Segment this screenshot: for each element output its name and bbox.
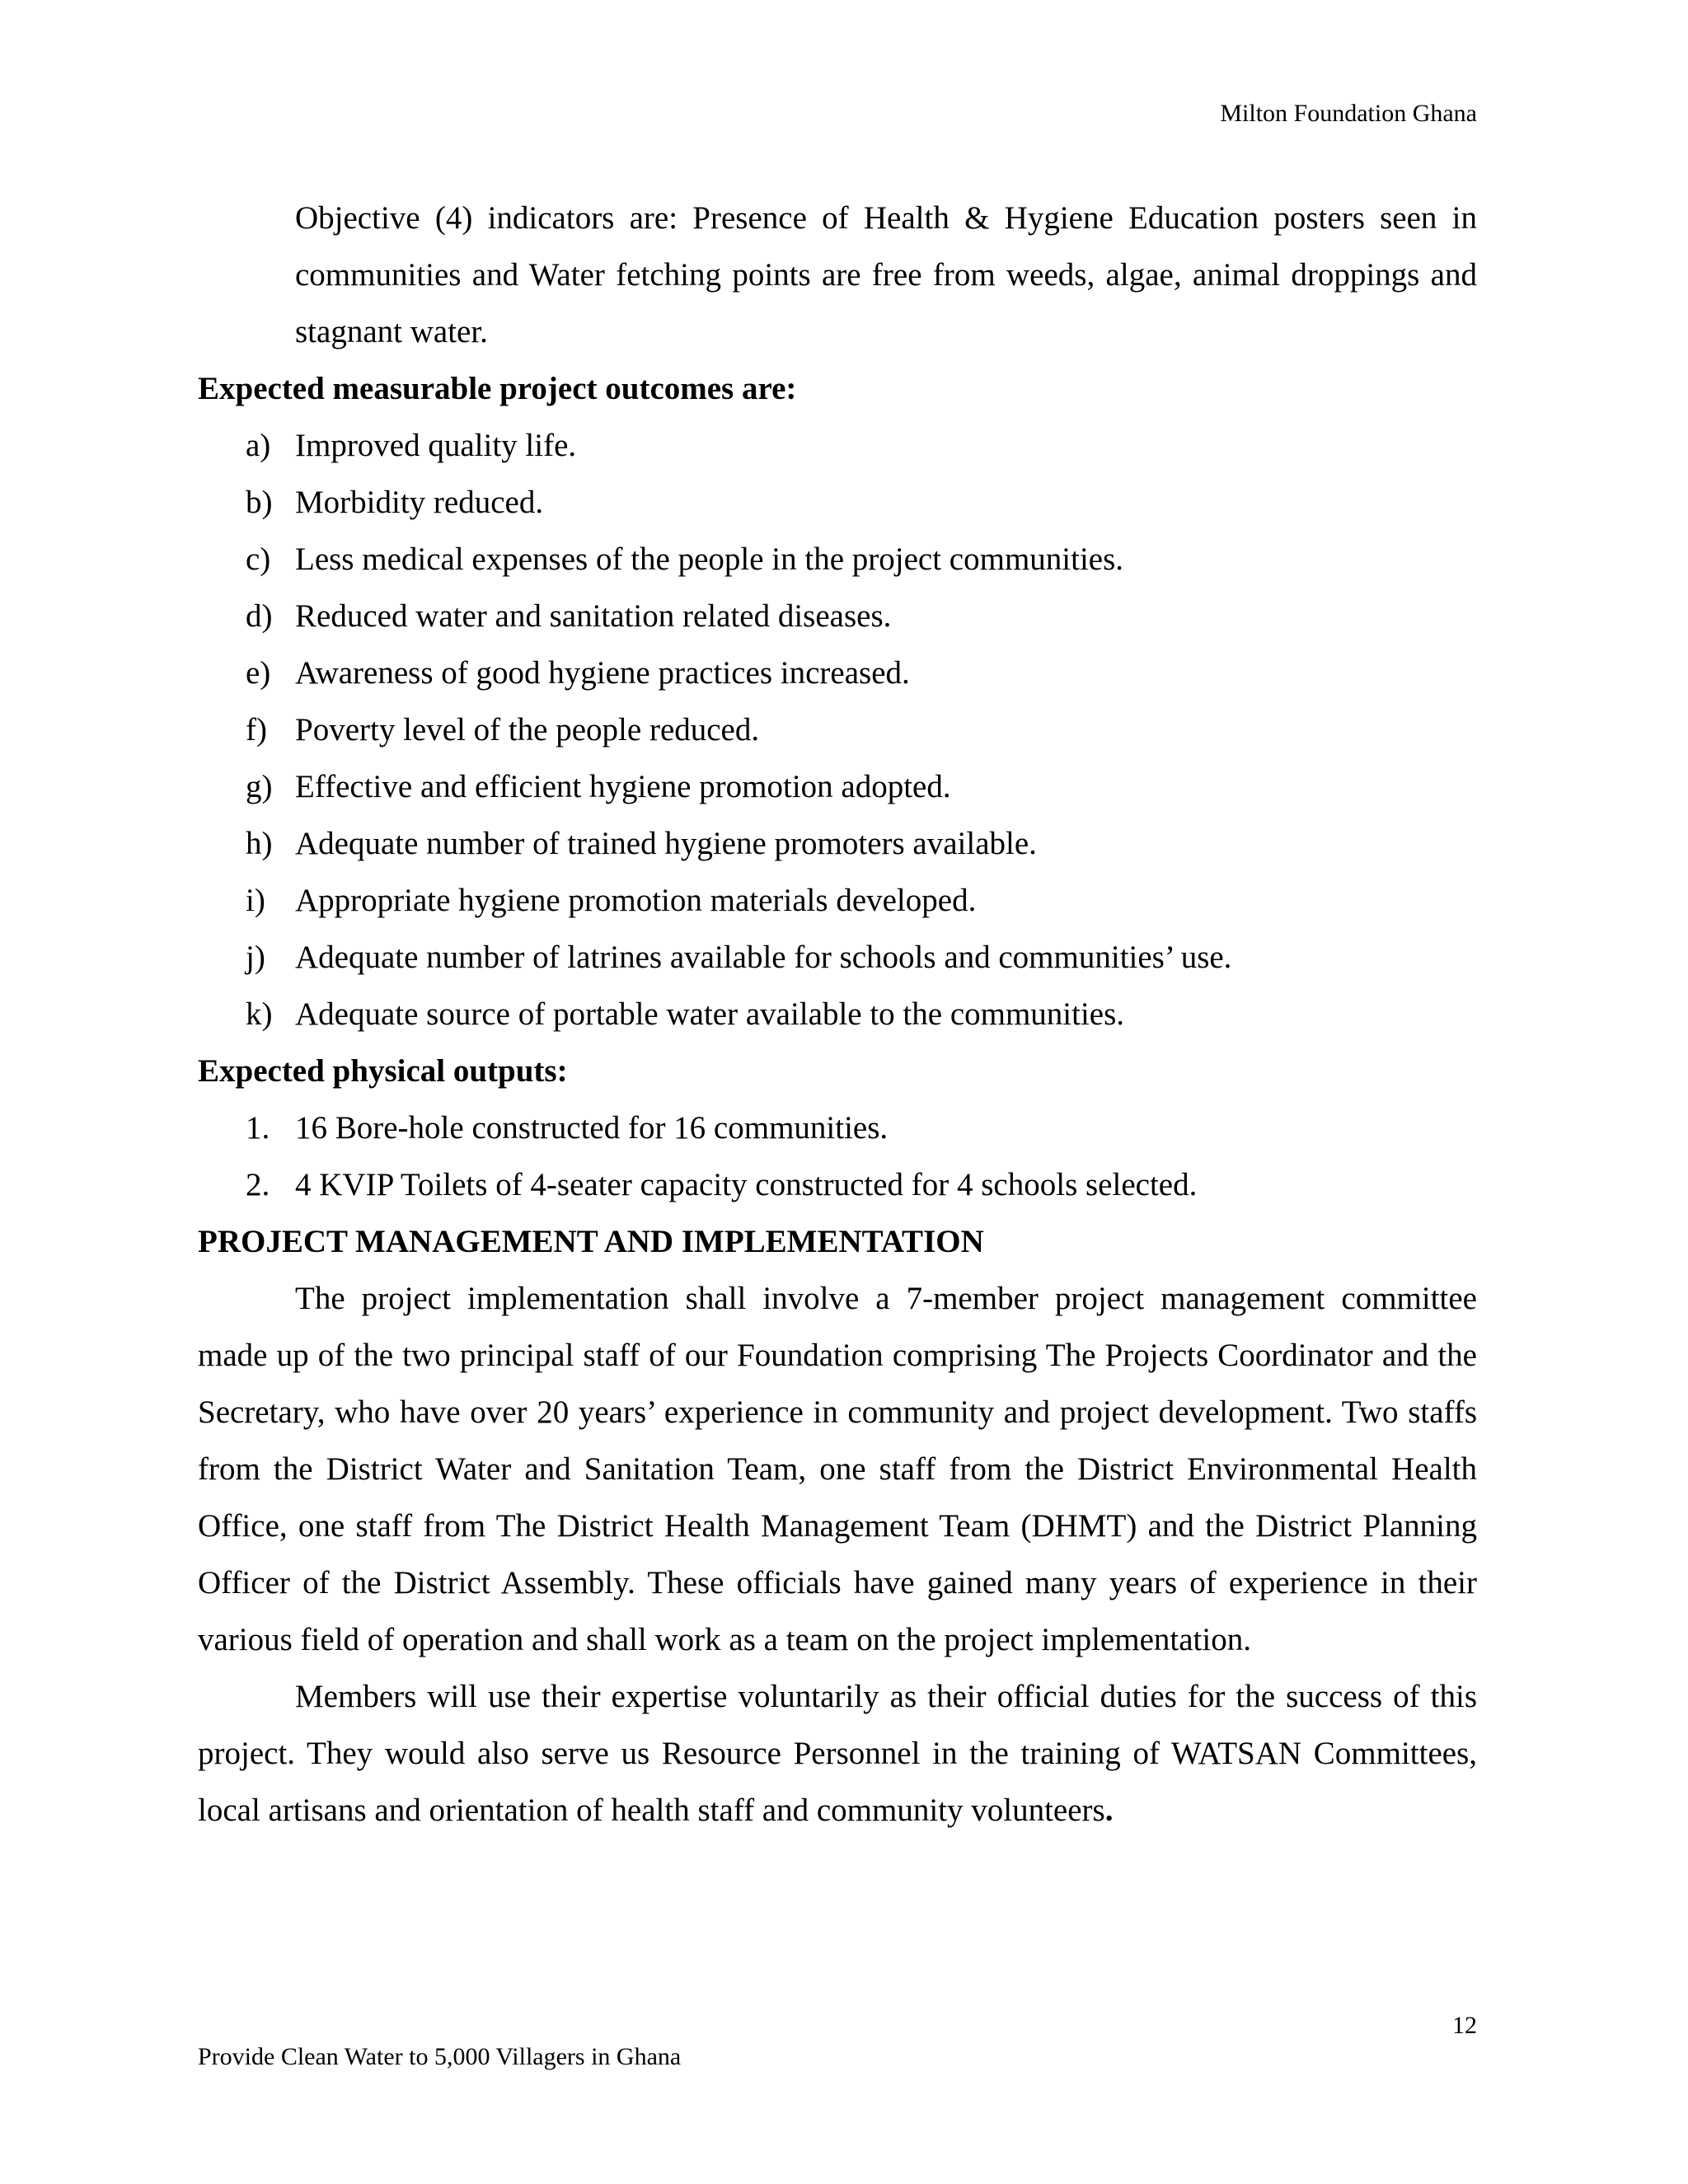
page-content	[198, 190, 1477, 1839]
page-number: 12	[1452, 2012, 1477, 2039]
outcomes-heading: Expected measurable project outcomes are:	[198, 371, 797, 406]
list-item	[198, 872, 1477, 929]
outputs-heading: Expected physical outputs:	[198, 1053, 568, 1089]
list-marker: f)	[246, 712, 267, 748]
list-marker: k)	[246, 996, 273, 1032]
management-paragraph-2-end: .	[1104, 1793, 1114, 1828]
list-marker: j)	[246, 940, 265, 975]
list-item	[198, 986, 1477, 1043]
list-item	[198, 531, 1477, 588]
list-marker: e)	[246, 655, 271, 691]
outputs-list	[198, 1099, 1477, 1213]
list-item-text: Adequate number of trained hygiene promoters available.	[295, 826, 1037, 861]
list-item	[198, 588, 1477, 644]
list-marker: b)	[246, 485, 273, 520]
running-header: Milton Foundation Ghana	[1220, 100, 1477, 127]
list-item	[198, 701, 1477, 758]
list-item-text: Improved quality life.	[295, 428, 577, 463]
running-footer: Provide Clean Water to 5,000 Villagers in Ghana	[198, 2043, 682, 2070]
list-item	[198, 474, 1477, 531]
list-item-text: 4 KVIP Toilets of 4-seater capacity constructed for 4 schools selected.	[295, 1167, 1198, 1202]
list-marker: c)	[246, 541, 271, 577]
list-item	[198, 815, 1477, 872]
list-marker: i)	[246, 883, 265, 918]
list-item-text: Adequate number of latrines available for schools and communities’ use.	[295, 940, 1232, 975]
list-item-text: 16 Bore-hole constructed for 16 communities.	[295, 1110, 889, 1146]
list-item-text: Adequate source of portable water available to the communities.	[295, 996, 1125, 1032]
list-item-text: Poverty level of the people reduced.	[295, 712, 760, 748]
outcomes-list	[198, 417, 1477, 1043]
list-marker: h)	[246, 826, 273, 861]
list-marker: 1.	[246, 1110, 270, 1146]
list-marker: g)	[246, 769, 273, 804]
management-paragraph-2	[198, 1668, 1477, 1839]
list-item-text: Awareness of good hygiene practices increased.	[295, 655, 910, 691]
list-marker: 2.	[246, 1167, 270, 1202]
list-marker: d)	[246, 598, 273, 634]
list-item-text: Morbidity reduced.	[295, 485, 544, 520]
list-item-text: Reduced water and sanitation related diseases.	[295, 598, 892, 634]
objective-paragraph: Objective (4) indicators are: Presence of Health & Hygiene Education posters seen in communities and Water fetching points are free from weeds, algae, animal droppings and stagnant water.	[295, 200, 1477, 349]
list-item	[198, 417, 1477, 474]
list-item	[198, 929, 1477, 986]
list-item	[198, 758, 1477, 815]
management-paragraph-2-text: Members will use their expertise voluntarily as their official duties for the success of this project. They would also serve us Resource Personnel in the training of WATSAN Committees, local artisans and orientation of health staff and community volunteers	[198, 1679, 1477, 1828]
section-heading: PROJECT MANAGEMENT AND IMPLEMENTATION	[198, 1224, 984, 1259]
list-item	[198, 1099, 1477, 1156]
list-marker: a)	[246, 428, 271, 463]
list-item	[198, 1156, 1477, 1213]
management-paragraph-1: The project implementation shall involve a 7-member project management committee made up of the two principal staff of our Foundation comprising The Projects Coordinator and the Secretary, who have over 20 years’ experience in community and project development. Two staffs from the District Water and Sanitation Team, one staff from the District Environmental Health Office, one staff from The District Health Management Team (DHMT) and the District Planning Officer of the District Assembly. These officials have gained many years of experience in their various field of operation and shall work as a team on the project implementation.	[198, 1281, 1477, 1657]
list-item-text: Effective and efficient hygiene promotion adopted.	[295, 769, 951, 804]
list-item-text: Appropriate hygiene promotion materials developed.	[295, 883, 977, 918]
list-item-text: Less medical expenses of the people in the project communities.	[295, 541, 1124, 577]
list-item	[198, 644, 1477, 701]
